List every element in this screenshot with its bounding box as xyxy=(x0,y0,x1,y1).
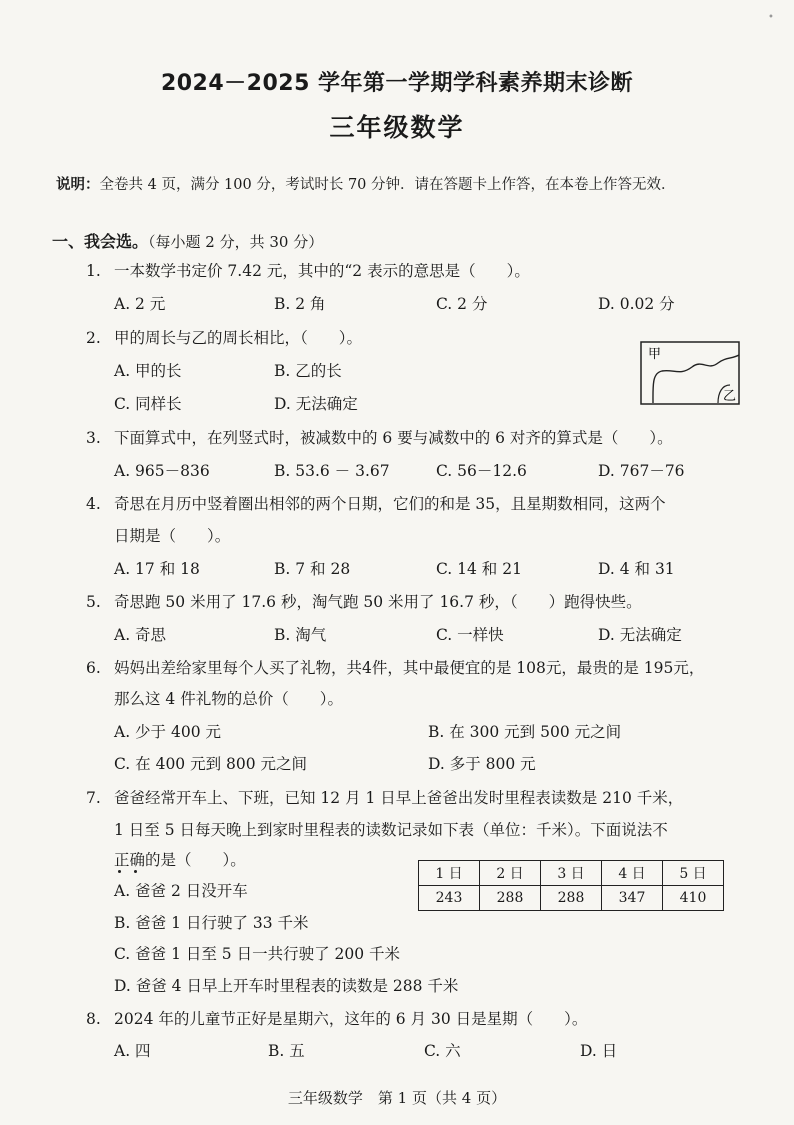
q3-option-a: A. 965－836 xyxy=(114,462,210,480)
question-text: 爸爸经常开车上、下班，已知 12 月 1 日早上爸爸出发时里程表读数是 210 千米， xyxy=(114,789,684,807)
q7-option-b: B. 爸爸 1 日行驶了 33 千米 xyxy=(114,914,309,932)
q4-option-b: B. 7 和 28 xyxy=(274,560,351,578)
q4-option-c: C. 14 和 21 xyxy=(436,560,522,578)
table-cell: 3 日 xyxy=(541,861,602,886)
section-1-title: 一、我会选。 xyxy=(52,232,149,251)
q3-option-b: B. 53.6 － 3.67 xyxy=(274,462,390,480)
q6-option-d: D. 多于 800 元 xyxy=(428,755,536,773)
q1-option-b: B. 2 角 xyxy=(274,295,326,313)
q4-option-d: D. 4 和 31 xyxy=(598,560,675,578)
q6-option-a: A. 少于 400 元 xyxy=(114,723,221,741)
q1-option-a: A. 2 元 xyxy=(114,295,166,313)
question-text: 下面算式中，在列竖式时，被减数中的 6 要与减数中的 6 对齐的算式是（ ）。 xyxy=(114,429,673,447)
table-cell: 2 日 xyxy=(480,861,541,886)
q8-option-a: A. 四 xyxy=(114,1042,151,1060)
mileage-table xyxy=(418,860,724,911)
table-cell: 347 xyxy=(602,886,663,911)
table-cell: 288 xyxy=(480,886,541,911)
instructions-label: 说明： xyxy=(56,176,100,193)
corner-dot-icon: • xyxy=(768,12,774,23)
subject-title: 三年级数学 xyxy=(329,113,465,142)
q5-option-b: B. 淘气 xyxy=(274,626,327,644)
q2-option-c: C. 同样长 xyxy=(114,395,182,413)
question-number: 1. xyxy=(86,262,101,280)
question-3 xyxy=(86,426,673,448)
section-1-heading xyxy=(52,229,323,252)
question-number: 6. xyxy=(86,659,101,677)
table-cell: 4 日 xyxy=(602,861,663,886)
q2-option-d: D. 无法确定 xyxy=(274,395,358,413)
q6-option-c: C. 在 400 元到 800 元之间 xyxy=(114,755,308,773)
label-yi: 乙 xyxy=(723,389,737,404)
q7-option-a: A. 爸爸 2 日没开车 xyxy=(114,882,248,900)
emphasis-dot xyxy=(134,870,137,873)
question-number: 2. xyxy=(86,329,101,347)
question-text: 2024 年的儿童节正好是星期六，这年的 6 月 30 日是星期（ ）。 xyxy=(114,1010,588,1028)
q2-option-a: A. 甲的长 xyxy=(114,362,182,380)
question-text: 甲的周长与乙的周长相比，（ ）。 xyxy=(114,329,363,347)
question-text: 奇思跑 50 米用了 17.6 秒，淘气跑 50 米用了 16.7 秒，（ ）跑得快些。 xyxy=(114,593,642,611)
q7-option-d: D. 爸爸 4 日早上开车时里程表的读数是 288 千米 xyxy=(114,977,459,995)
question-2 xyxy=(86,326,362,348)
question-7 xyxy=(86,786,683,808)
q5-option-c: C. 一样快 xyxy=(436,626,504,644)
question-7-cont2: 正确的是（ ）。 xyxy=(114,851,246,869)
question-7-cont: 1 日至 5 日每天晚上到家时里程表的读数记录如下表（单位：千米）。下面说法不 xyxy=(114,821,668,839)
q1-option-d: D. 0.02 分 xyxy=(598,295,675,313)
q8-option-d: D. 日 xyxy=(580,1042,618,1060)
question-text: 一本数学书定价 7.42 元，其中的“2 表示的意思是（ ）。 xyxy=(114,262,530,280)
table-row xyxy=(419,886,724,911)
q3-option-c: C. 56－12.6 xyxy=(436,462,527,480)
question-4-cont: 日期是（ ）。 xyxy=(114,527,231,545)
instructions-text: 全卷共 4 页，满分 100 分，考试时长 70 分钟．请在答题卡上作答，在本卷上作答无效． xyxy=(99,177,676,193)
question-4 xyxy=(86,492,666,514)
table-cell: 410 xyxy=(663,886,724,911)
table-header-row xyxy=(419,861,724,886)
perimeter-figure xyxy=(640,341,740,405)
section-1-note: （每小题 2 分，共 30 分） xyxy=(148,233,324,251)
q5-option-a: A. 奇思 xyxy=(114,626,167,644)
table-cell: 243 xyxy=(419,886,480,911)
question-number: 7. xyxy=(86,789,101,807)
q4-option-a: A. 17 和 18 xyxy=(114,560,200,578)
question-5 xyxy=(86,590,642,612)
exam-title: 2024－2025 学年第一学期学科素养期末诊断 xyxy=(160,71,634,96)
question-number: 8. xyxy=(86,1010,101,1028)
question-number: 4. xyxy=(86,495,101,513)
page-footer: 三年级数学 第 1 页（共 4 页） xyxy=(287,1089,507,1107)
question-text: 奇思在月历中竖着圈出相邻的两个日期，它们的和是 35，且星期数相同，这两个 xyxy=(114,495,666,513)
q2-option-b: B. 乙的长 xyxy=(274,362,342,380)
question-number: 5. xyxy=(86,593,101,611)
q7-option-c: C. 爸爸 1 日至 5 日一共行驶了 200 千米 xyxy=(114,945,401,963)
table-cell: 1 日 xyxy=(419,861,480,886)
question-1 xyxy=(86,259,530,281)
question-number: 3. xyxy=(86,429,101,447)
table-cell: 288 xyxy=(541,886,602,911)
question-8 xyxy=(86,1007,587,1029)
q8-option-b: B. 五 xyxy=(268,1042,305,1060)
question-text: 妈妈出差给家里每个人买了礼物，共4件，其中最便宜的是 108元，最贵的是 195元， xyxy=(114,659,705,677)
q8-option-c: C. 六 xyxy=(424,1042,461,1060)
q5-option-d: D. 无法确定 xyxy=(598,626,682,644)
label-jia: 甲 xyxy=(648,347,662,362)
question-6 xyxy=(86,656,704,678)
question-6-cont: 那么这 4 件礼物的总价（ ）。 xyxy=(114,690,343,708)
table-cell: 5 日 xyxy=(663,861,724,886)
instructions xyxy=(56,173,766,194)
q3-option-d: D. 767－76 xyxy=(598,462,685,480)
emphasis-dot xyxy=(118,870,121,873)
q1-option-c: C. 2 分 xyxy=(436,295,488,313)
q6-option-b: B. 在 300 元到 500 元之间 xyxy=(428,723,622,741)
